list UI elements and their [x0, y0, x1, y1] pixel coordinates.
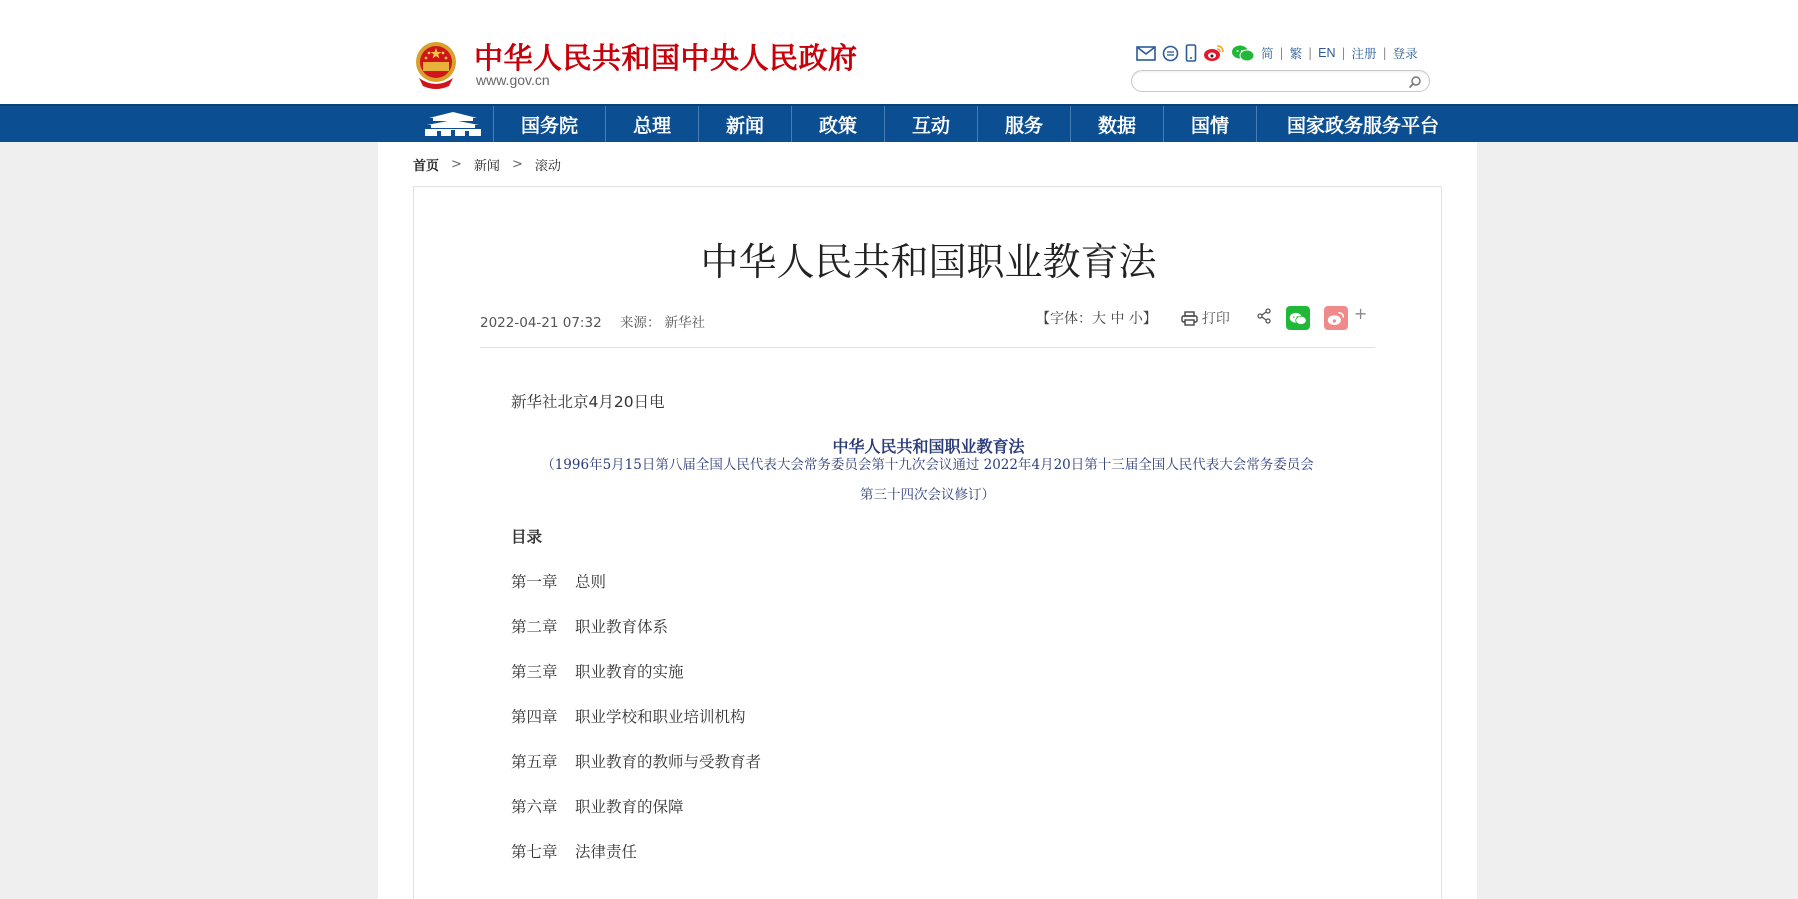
chapter-name: 职业学校和职业培训机构 [575, 708, 746, 726]
mobile-icon[interactable] [1185, 43, 1197, 63]
national-emblem-icon[interactable] [413, 40, 459, 92]
source-name: 新华社 [664, 315, 705, 331]
link-register[interactable]: 注册 [1351, 47, 1377, 61]
separator: | [1382, 46, 1387, 60]
chevron-right-icon: > [511, 157, 523, 172]
breadcrumb-home[interactable]: 首页 [413, 159, 440, 174]
article-title: 中华人民共和国职业教育法 [700, 240, 1157, 284]
message-icon[interactable] [1162, 43, 1179, 63]
link-traditional[interactable]: 繁 [1289, 47, 1303, 61]
share-bar [1256, 303, 1368, 330]
print-button[interactable] [1181, 308, 1230, 328]
nav-item-news[interactable]: 新闻 [699, 106, 792, 142]
main-nav [0, 104, 1798, 142]
article-card [413, 186, 1442, 899]
chapter-name: 总则 [575, 573, 607, 591]
separator: | [1341, 46, 1346, 60]
wechat-icon[interactable] [1231, 43, 1255, 63]
toc-item[interactable] [511, 615, 668, 637]
nav-item-service[interactable]: 服务 [978, 106, 1071, 142]
nav-item-interaction[interactable]: 互动 [885, 106, 978, 142]
chapter-number: 第三章 [511, 663, 558, 681]
chapter-number: 第七章 [511, 843, 558, 861]
nav-item-national-info[interactable]: 国情 [1164, 106, 1257, 142]
share-weibo-icon[interactable] [1324, 306, 1348, 330]
divider [480, 347, 1375, 348]
link-simplified[interactable]: 简 [1261, 47, 1274, 61]
chapter-name: 职业教育体系 [575, 618, 669, 636]
tiananmen-home-icon[interactable] [413, 106, 494, 142]
law-note [480, 450, 1375, 510]
font-size-label: 【字体： [1036, 311, 1092, 327]
share-wechat-icon[interactable] [1286, 306, 1310, 330]
chapter-number: 第一章 [511, 573, 558, 591]
font-size-medium[interactable]: 中 [1110, 311, 1125, 327]
toc-item[interactable] [511, 840, 637, 862]
share-icon[interactable] [1256, 308, 1272, 328]
search-input[interactable] [1131, 70, 1430, 92]
share-more-button[interactable]: + [1353, 303, 1368, 323]
publish-date: 2022-04-21 07:32 [480, 315, 602, 331]
site-url[interactable]: www.gov.cn [476, 72, 550, 88]
link-english[interactable]: EN [1318, 46, 1336, 60]
chapter-number: 第六章 [511, 798, 558, 816]
breadcrumb-news[interactable]: 新闻 [473, 159, 500, 174]
separator: | [1279, 46, 1284, 60]
toc-item[interactable] [511, 660, 684, 682]
chapter-name: 职业教育的保障 [575, 798, 684, 816]
toc-item[interactable] [511, 705, 746, 727]
nav-item-premier[interactable]: 总理 [606, 106, 699, 142]
site-title[interactable]: 中华人民共和国中央人民政府 [474, 41, 858, 75]
article-meta [480, 311, 705, 331]
print-label: 打印 [1201, 311, 1230, 327]
breadcrumb-scroll[interactable]: 滚动 [534, 159, 561, 174]
page-container [378, 142, 1477, 899]
law-title: 中华人民共和国职业教育法 [832, 437, 1025, 456]
weibo-icon[interactable] [1203, 43, 1225, 63]
chapter-name: 法律责任 [575, 843, 638, 861]
separator: | [1308, 46, 1313, 60]
law-note-line: 第三十四次会议修订） [860, 487, 995, 503]
chevron-right-icon: > [451, 157, 462, 172]
font-size-control [1036, 308, 1157, 328]
mail-icon[interactable] [1136, 43, 1156, 63]
nav-item-policy[interactable]: 政策 [792, 106, 885, 142]
chapter-number: 第五章 [511, 753, 558, 771]
toc-item[interactable] [511, 570, 606, 592]
source-label: 来源： [619, 315, 661, 331]
chapter-name: 职业教育的教师与受教育者 [575, 753, 762, 771]
header-tools [1136, 43, 1418, 63]
chapter-number: 第四章 [511, 708, 558, 726]
toc-item[interactable] [511, 795, 684, 817]
nav-item-state-council[interactable]: 国务院 [494, 106, 606, 142]
font-size-large[interactable]: 大 [1092, 311, 1106, 327]
print-icon [1181, 311, 1198, 326]
search-icon[interactable] [1408, 74, 1422, 93]
law-note-line: （1996年5月15日第八届全国人民代表大会常务委员会第十九次会议通过 2022年4月20日第十三届全国人民代表大会常务委员会 [541, 457, 1314, 473]
toc-heading: 目录 [511, 528, 543, 546]
article-tools [1036, 305, 1367, 331]
font-size-small[interactable]: 小 [1128, 311, 1143, 327]
link-login[interactable]: 登录 [1392, 47, 1418, 61]
chapter-number: 第二章 [511, 618, 558, 636]
font-size-label-close: 】 [1142, 311, 1157, 327]
nav-item-data[interactable]: 数据 [1071, 106, 1164, 142]
dateline: 新华社北京4月20日电 [511, 393, 665, 411]
chapter-name: 职业教育的实施 [575, 663, 684, 681]
site-header [0, 0, 1798, 104]
nav-item-gov-service-platform[interactable]: 国家政务服务平台 [1286, 114, 1439, 137]
breadcrumb [413, 155, 561, 174]
toc-item[interactable] [511, 750, 761, 772]
